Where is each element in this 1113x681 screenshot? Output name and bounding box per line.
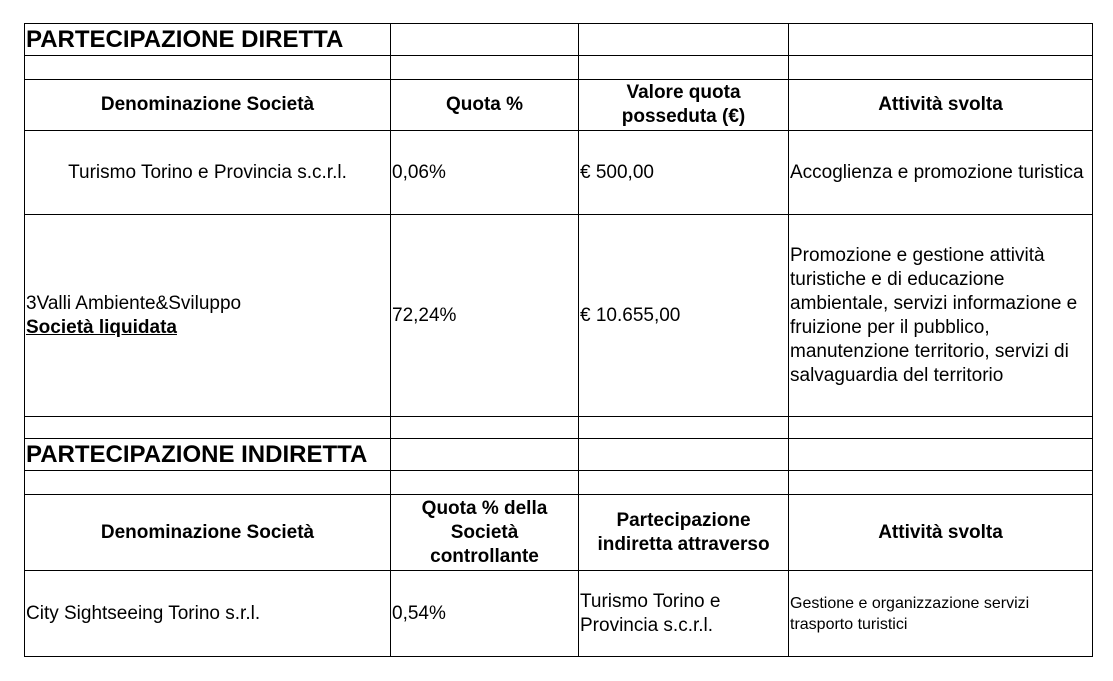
company-tramite: Turismo Torino e Provincia s.c.r.l.	[579, 571, 789, 657]
header-valore-line1: Valore quota	[626, 82, 741, 103]
direct-section-title: PARTECIPAZIONE DIRETTA	[25, 24, 391, 56]
direct-header-row	[25, 80, 1093, 131]
header-denominazione: Denominazione Società	[25, 495, 391, 571]
spacer-row	[25, 471, 1093, 495]
table-row	[25, 215, 1093, 417]
header-quota-line3: controllante	[430, 545, 539, 567]
company-attivita: Gestione e organizzazione servizi trasporto turistici	[789, 571, 1093, 657]
table-row	[25, 571, 1093, 657]
company-name: City Sightseeing Torino s.r.l.	[25, 571, 391, 657]
company-valore: € 500,00	[579, 131, 789, 215]
header-partecipazione-tramite	[579, 495, 789, 571]
company-attivita: Promozione e gestione attività turistiche e di educazione ambientale, servizi informazione e fruizione per il pubblico, manutenzione territorio, servizi di salvaguardia del territorio	[789, 215, 1093, 417]
header-attivita: Attività svolta	[789, 495, 1093, 571]
company-quota: 0,54%	[391, 571, 579, 657]
indirect-section-title-row	[25, 439, 1093, 471]
header-valore-line2: posseduta (€)	[621, 106, 746, 127]
header-attivita: Attività svolta	[789, 80, 1093, 131]
company-name-cell	[25, 215, 391, 417]
participations-table	[24, 23, 1093, 657]
header-denominazione: Denominazione Società	[25, 80, 391, 131]
header-tramite-line1: Partecipazione	[616, 509, 751, 531]
spacer-row	[25, 56, 1093, 80]
header-valore	[579, 80, 789, 131]
indirect-header-row	[25, 495, 1093, 571]
header-quota-line1: Quota % della	[421, 497, 548, 519]
header-quota-line2: Società	[450, 521, 519, 543]
company-quota: 0,06%	[391, 131, 579, 215]
direct-section-title-row	[25, 24, 1093, 56]
company-valore: € 10.655,00	[579, 215, 789, 417]
indirect-section-title: PARTECIPAZIONE INDIRETTA	[25, 439, 391, 471]
header-tramite-line2: indiretta attraverso	[597, 533, 770, 555]
table-row	[25, 131, 1093, 215]
company-name: 3Valli Ambiente&Sviluppo	[26, 292, 242, 314]
company-name: Turismo Torino e Provincia s.c.r.l.	[25, 131, 391, 215]
company-attivita: Accoglienza e promozione turistica	[789, 131, 1093, 215]
spacer-row	[25, 417, 1093, 439]
header-quota-controllante	[391, 495, 579, 571]
header-quota: Quota %	[391, 80, 579, 131]
company-status-note: Società liquidata	[26, 316, 177, 338]
company-quota: 72,24%	[391, 215, 579, 417]
